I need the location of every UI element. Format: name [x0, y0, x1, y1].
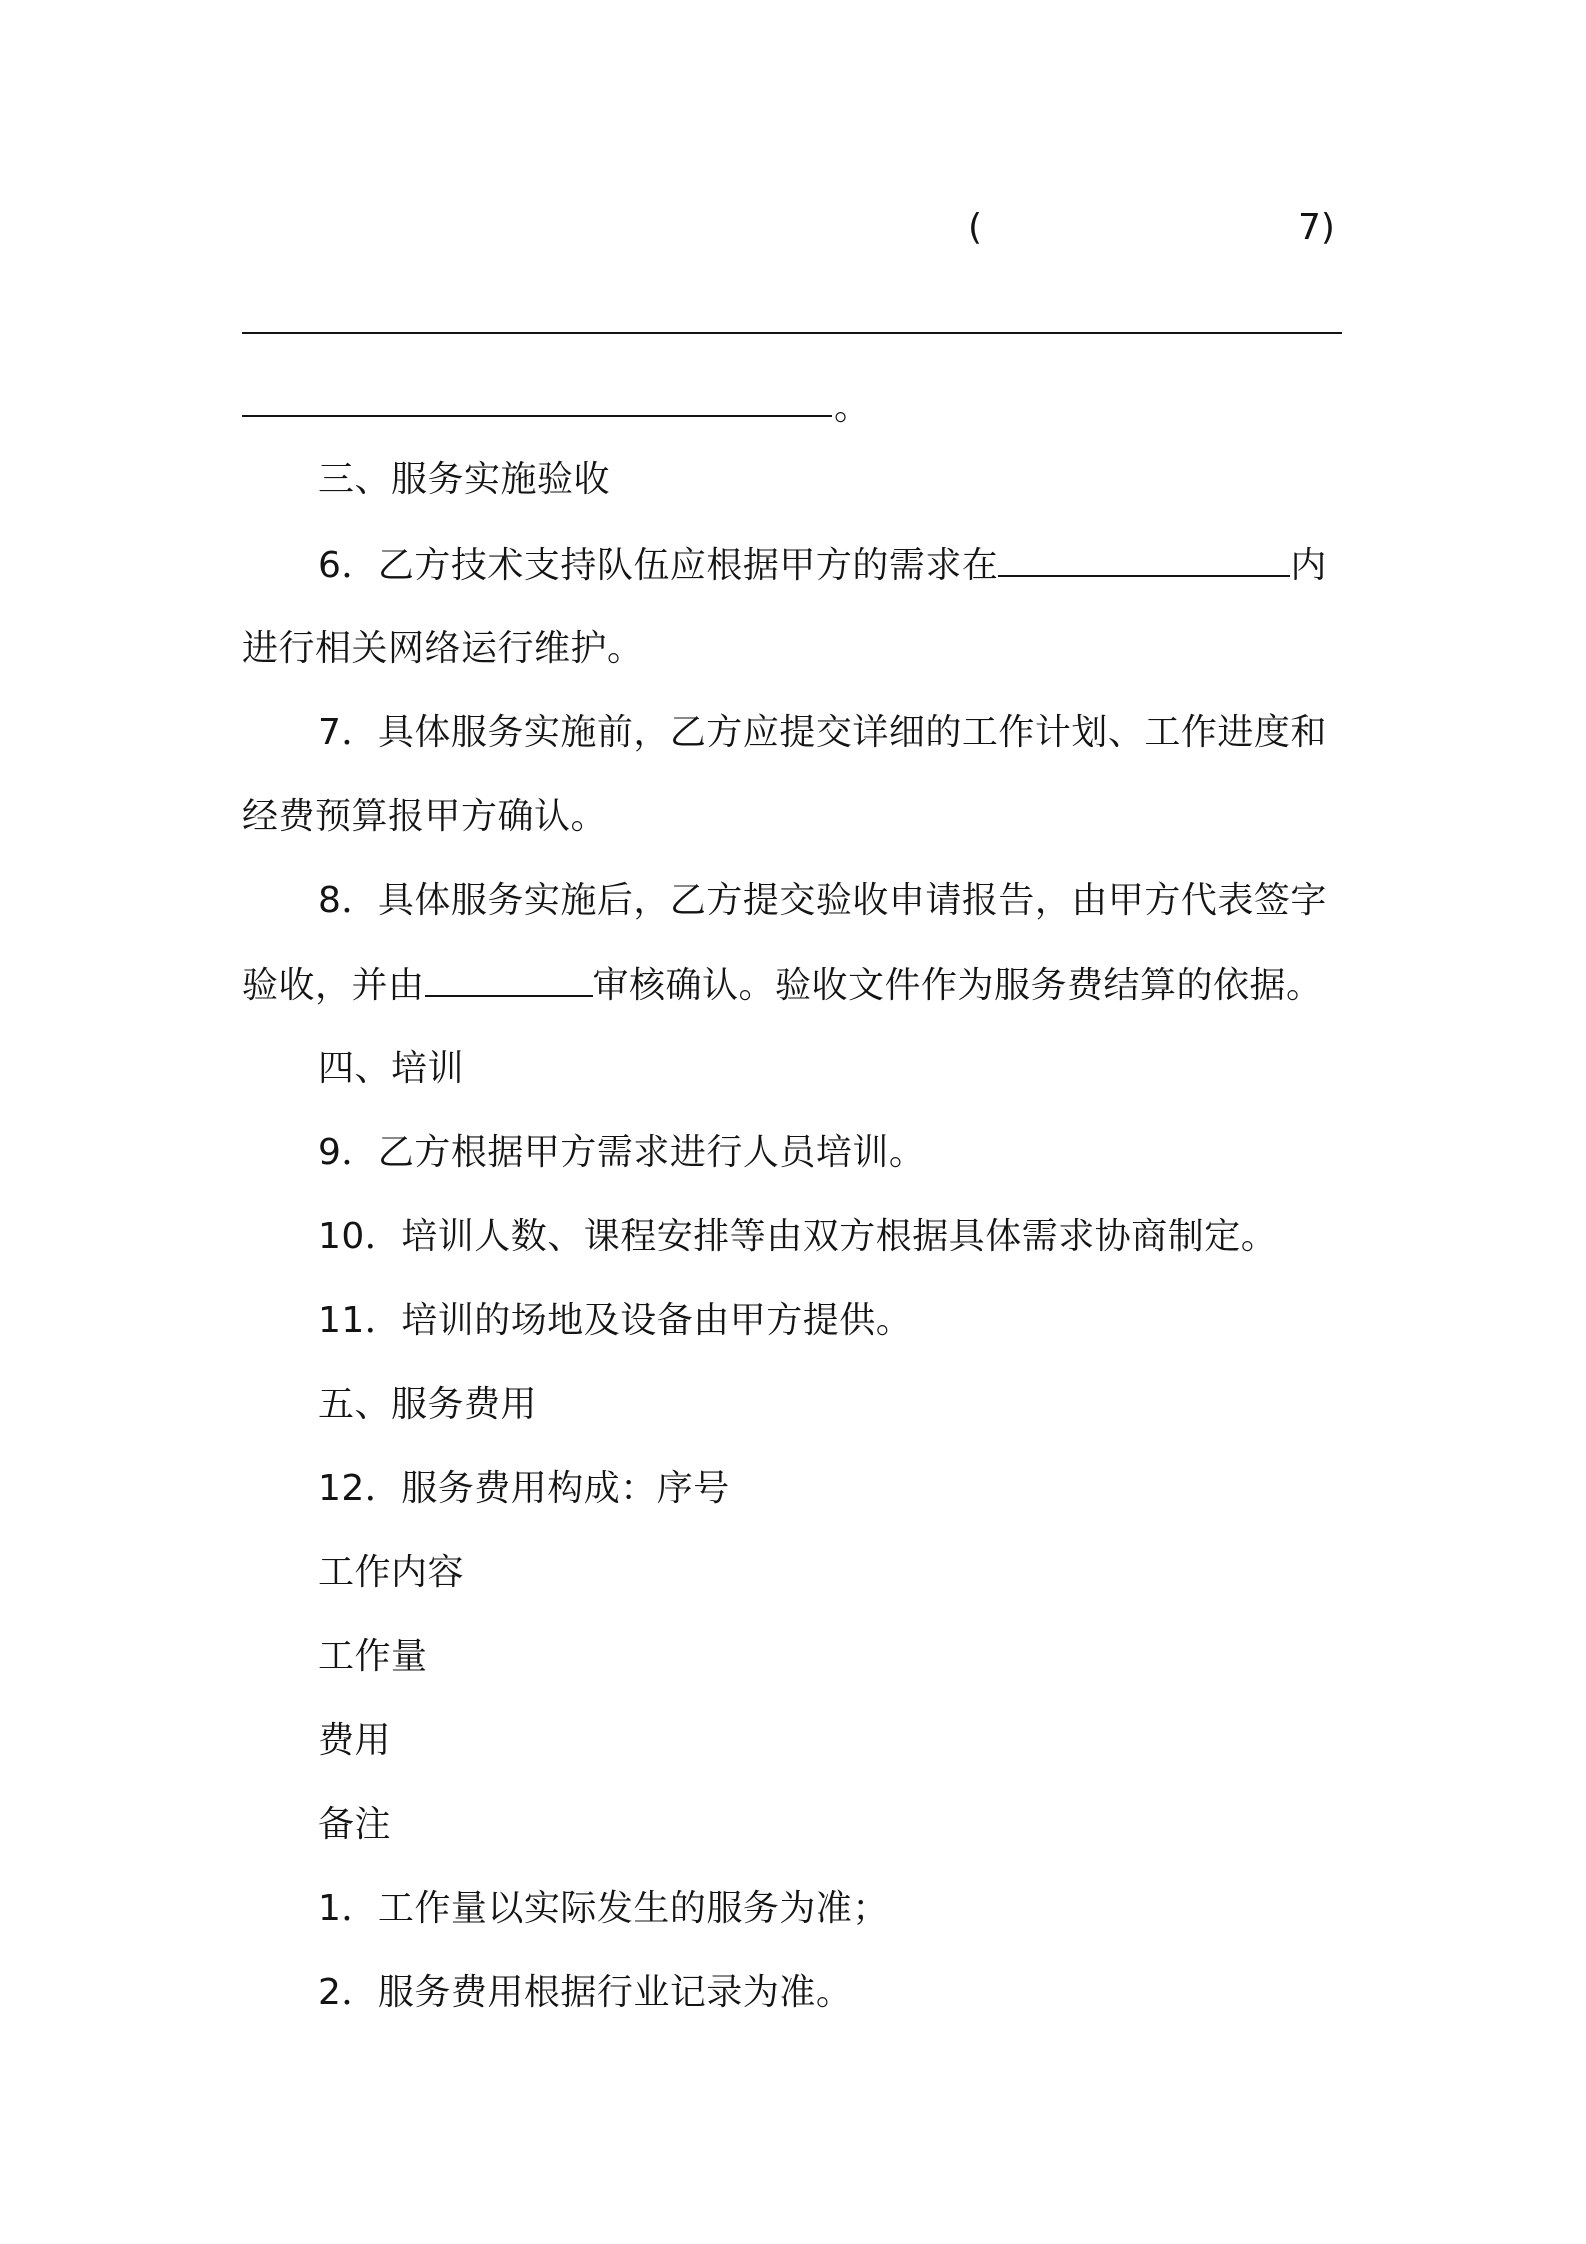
item-8-blank[interactable] [425, 961, 593, 997]
blank-line-end-mark: 。 [834, 387, 871, 428]
item-6-blank[interactable] [998, 541, 1290, 577]
item-6-line-2: 进行相关网络运行维护。 [242, 628, 644, 669]
section-3-title: 三、服务实施验收 [318, 459, 611, 500]
section-4-title: 四、培训 [318, 1048, 465, 1089]
item-6-line-1 [318, 541, 1428, 590]
item-6-text: 6．乙方技术支持队伍应根据甲方的需求在 [318, 545, 999, 586]
fee-column-quantity: 工作量 [318, 1636, 428, 1677]
section-5-title: 五、服务费用 [318, 1384, 538, 1425]
item-12: 12．服务费用构成：序号 [318, 1468, 730, 1509]
remark-note-2: 2．服务费用根据行业记录为准。 [318, 1972, 853, 2013]
item-8-line-1: 8．具体服务实施后，乙方提交验收申请报告，由甲方代表签字 [318, 880, 1327, 921]
item-8-text-a: 验收，并由 [242, 965, 425, 1006]
fee-column-work-content: 工作内容 [318, 1552, 465, 1593]
item-6-suffix: 内 [1290, 545, 1327, 586]
item-7-line-1: 7．具体服务实施前，乙方应提交详细的工作计划、工作进度和 [318, 712, 1327, 753]
fill-in-blank-line-1[interactable] [242, 332, 1342, 334]
item-7-line-2: 经费预算报甲方确认。 [242, 796, 608, 837]
item-10: 10．培训人数、课程安排等由双方根据具体需求协商制定。 [318, 1216, 1278, 1257]
item-8-line-2 [242, 961, 1352, 1010]
remark-note-1: 1．工作量以实际发生的服务为准； [318, 1888, 889, 1929]
fee-column-fee: 费用 [318, 1720, 392, 1761]
item-8-text-b: 审核确认。验收文件作为服务费结算的依据。 [592, 965, 1323, 1006]
item-11: 11．培训的场地及设备由甲方提供。 [318, 1300, 913, 1341]
fill-in-blank-line-2[interactable] [242, 415, 832, 417]
item-9: 9．乙方根据甲方需求进行人员培训。 [318, 1132, 926, 1173]
item-number-close: 7) [1298, 207, 1335, 248]
item-number-open-paren: ( [968, 207, 983, 248]
fee-column-remark: 备注 [318, 1804, 392, 1845]
